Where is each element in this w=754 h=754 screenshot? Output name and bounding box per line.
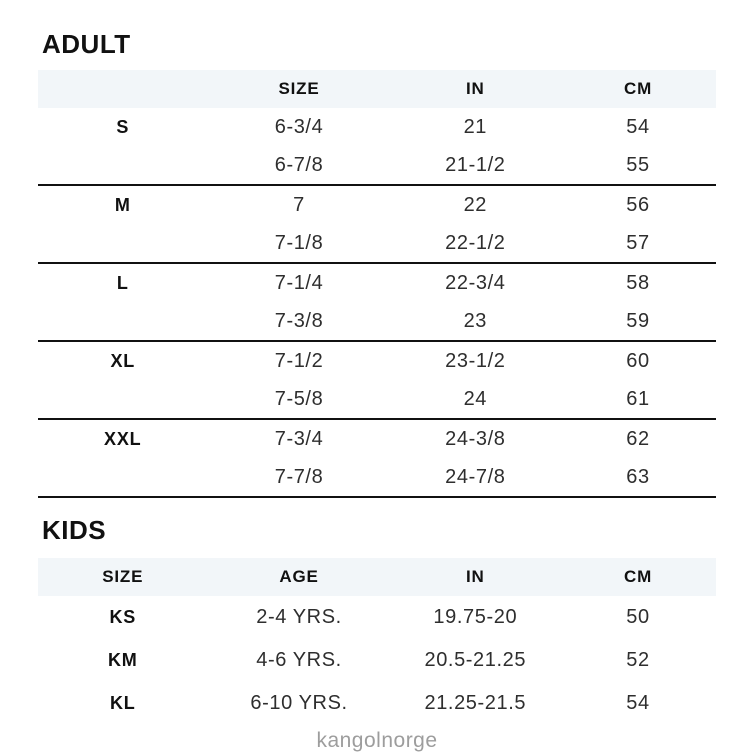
in-cell: 22 [463,193,488,216]
table-row [38,302,716,341]
cm-cell: 54 [626,692,650,714]
size-cell: 7-1/8 [208,224,391,263]
row-label [38,458,208,497]
table-row [38,146,716,185]
size-cell: 7-7/8 [208,458,391,497]
in-cell: 24-7/8 [391,458,561,497]
adult-size-table [38,70,716,498]
kids-header-cell-size: SIZE [38,558,208,596]
table-row [38,108,716,146]
cm-cell: 62 [626,427,650,450]
adult-header-cell-size: SIZE [208,70,391,108]
age-cell: 6-10 YRS. [250,692,348,714]
row-label [38,224,208,263]
row-label: KL [109,693,136,713]
adult-header-row [38,70,716,108]
in-cell: 19.75-20 [433,606,518,628]
age-cell: 2-4 YRS. [256,606,342,628]
cm-cell: 57 [560,224,716,263]
size-cell: 7-1/4 [274,271,324,294]
row-label: L [116,272,129,293]
adult-header-cell-cm: CM [560,70,716,108]
kids-size-table [38,558,716,725]
size-cell: 6-3/4 [274,115,324,138]
table-row [38,682,716,725]
cm-cell: 61 [560,380,716,419]
kids-section-title: KIDS [42,515,107,545]
adult-header-cell-blank [38,70,208,108]
kids-header-cell-in: IN [391,558,561,596]
table-row [38,419,716,458]
kids-header-cell-cm: CM [560,558,716,596]
cm-cell: 56 [626,193,650,216]
table-row [38,380,716,419]
size-cell: 7-3/4 [274,427,324,450]
in-cell: 22-1/2 [391,224,561,263]
in-cell: 21 [463,115,488,138]
cm-cell: 63 [560,458,716,497]
cm-cell: 50 [626,606,650,628]
cm-cell: 60 [626,349,650,372]
row-label [38,302,208,341]
row-label: M [114,194,131,215]
in-cell: 21-1/2 [391,146,561,185]
cm-cell: 54 [626,115,650,138]
table-row [38,639,716,682]
table-row [38,458,716,497]
cm-cell: 59 [560,302,716,341]
in-cell: 20.5-21.25 [424,649,527,671]
table-row [38,224,716,263]
brand-watermark-text: kangolnorge [316,729,438,752]
in-cell: 23-1/2 [445,349,506,372]
in-cell: 23 [391,302,561,341]
table-row [38,263,716,302]
kids-header-row [38,558,716,596]
in-cell: 21.25-21.5 [424,692,527,714]
cm-cell: 58 [626,271,650,294]
in-cell: 24-3/8 [445,427,506,450]
row-label: S [116,116,130,137]
table-row [38,185,716,224]
size-cell: 7-5/8 [208,380,391,419]
row-label: KS [109,607,137,627]
row-label [38,146,208,185]
row-label: XL [110,350,136,371]
in-cell: 24 [391,380,561,419]
age-cell: 4-6 YRS. [256,649,342,671]
cm-cell: 52 [626,649,650,671]
row-label [38,380,208,419]
size-cell: 7 [293,193,305,216]
size-cell: 7-3/8 [208,302,391,341]
cm-cell: 55 [560,146,716,185]
size-cell: 7-1/2 [274,349,324,372]
kids-header-cell-age: AGE [208,558,391,596]
table-row [38,341,716,380]
row-label: XXL [104,428,142,449]
table-row [38,596,716,639]
in-cell: 22-3/4 [445,271,506,294]
row-label: KM [107,650,138,670]
adult-header-cell-in: IN [391,70,561,108]
adult-section-title: ADULT [42,29,131,59]
size-cell: 6-7/8 [208,146,391,185]
